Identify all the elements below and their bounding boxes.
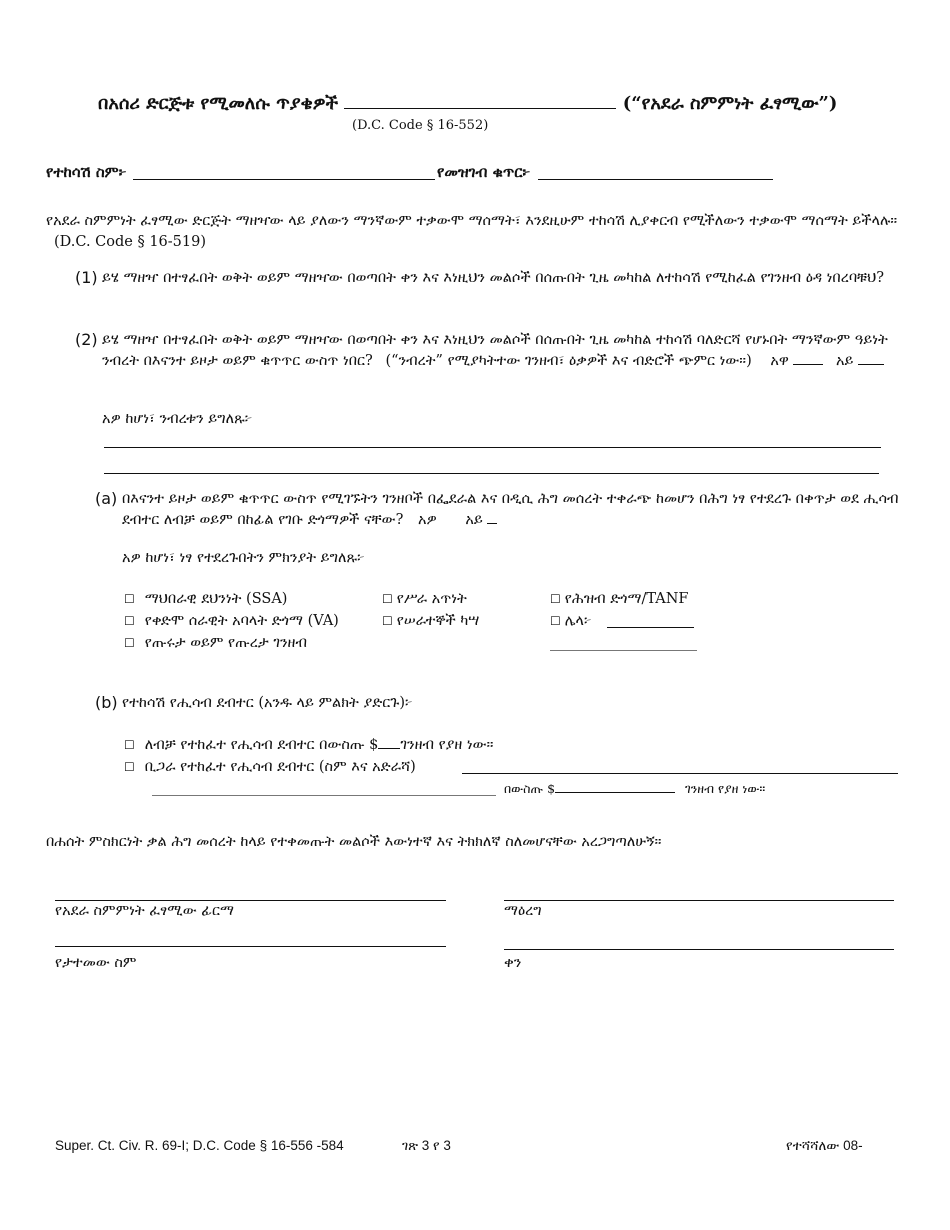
- sole-account-prefix: ለብቻ የተከፈተ የሒሳብ ደብተር በውስጡ $: [144, 737, 379, 753]
- printed-name-field[interactable]: [55, 946, 446, 947]
- qa-paragraph: [122, 489, 902, 531]
- sole-account-amount[interactable]: [378, 736, 400, 749]
- option-public-aid-label: የሕዝብ ድጎማ/TANF: [564, 591, 689, 607]
- q2-text: ይሄ ማዘዣ በተፃፈበት ወቅት ወይም ማዘዣው በወጣበት ቀን እና እነዚህን መልሶች በሰጡበት ጊዜ መካከል ተከሳሽ ባለድርሻ የሆኑበት ማንኛውም ዓይነት ንብረት በእናንተ ይዞታ ወይም ቁጥጥር ውስጥ ነበር?: [102, 332, 888, 369]
- checkbox-icon[interactable]: ☐: [382, 614, 393, 628]
- form-title-text: በአሰሪ ድርጅቱ የሚመለሱ ጥያቄዎች: [98, 93, 339, 114]
- footer-revised: የተሻሻለው 08-: [786, 1138, 863, 1153]
- option-va-label: የቀድሞ ሰራዊት አባላት ድጎማ (VA): [144, 613, 339, 629]
- qa-no-blank[interactable]: [487, 511, 497, 524]
- joint-inside-label: በውስጡ $: [504, 781, 556, 796]
- qb-letter: (b): [95, 693, 118, 712]
- garnishee-signature-label: የአደራ ስምምነት ፈፃሚው ፊርማ: [55, 903, 234, 919]
- option-sole-account[interactable]: [124, 735, 493, 756]
- defendant-name-field[interactable]: [133, 179, 435, 180]
- option-unemployment-label: የሥራ አጥነት: [396, 591, 467, 607]
- q2-paragraph: [102, 330, 902, 372]
- qa-yes-label: አዎ: [418, 512, 437, 528]
- title-label: ማዕረግ: [504, 903, 542, 919]
- checkbox-icon[interactable]: ☐: [124, 760, 135, 774]
- form-title: [98, 93, 837, 114]
- option-ssa-label: ማህበራዊ ደህንነት (SSA): [144, 591, 288, 607]
- sole-account-suffix: ገንዘብ የያዘ ነው።: [400, 737, 494, 753]
- option-va[interactable]: [124, 611, 339, 632]
- employer-name-blank[interactable]: [344, 94, 616, 109]
- case-number-label: የመዝገብ ቁጥር፦: [437, 163, 531, 181]
- joint-suffix: ገንዘብ የያዘ ነው።: [685, 781, 766, 796]
- q2-note: (“ንብረት” የሚያካትተው ገንዘብ፣ ዕቃዎች እና ብድሮች ጭምር ነው።): [385, 353, 752, 369]
- title-field[interactable]: [504, 900, 894, 901]
- joint-amount-field[interactable]: [555, 780, 675, 793]
- printed-name-label: የታተመው ስም: [55, 955, 137, 971]
- defendant-name-label: የተከሳሽ ስም፦: [46, 163, 127, 181]
- option-other-blank-2[interactable]: [550, 650, 697, 651]
- intro-paragraph: [46, 211, 906, 253]
- option-other-label: ሌላ፦: [564, 613, 592, 629]
- qa-reason-label: አዎ ከሆነ፣ ነፃ የተደረጉበትን ምክንያት ይግለጹ፦: [122, 550, 365, 566]
- option-ssa[interactable]: [124, 589, 287, 610]
- option-public-aid[interactable]: [550, 589, 688, 610]
- q2-describe-label: አዎ ከሆነ፣ ንብረቱን ይግለጹ፦: [102, 411, 253, 427]
- checkbox-icon[interactable]: ☐: [550, 614, 561, 628]
- q1-text: ይሄ ማዘዣ በተፃፈበት ወቅት ወይም ማዘዣው በወጣበት ቀን እና እነዚህን መልሶች በሰጡበት ጊዜ መካከል ለተከሳሽ የሚከፈል የገንዘብ ዕዳ ነበረባቹህ?: [102, 270, 885, 286]
- joint-account-text: ቢጋራ የተከፈተ የሒሳብ ደብተር (ስም እና አድራሻ): [144, 759, 416, 775]
- q2-no-blank[interactable]: [858, 352, 884, 365]
- q2-describe-line-2[interactable]: [104, 473, 879, 474]
- q1-number: (1): [75, 268, 98, 287]
- checkbox-icon[interactable]: ☐: [382, 592, 393, 606]
- qa-text: በእናንተ ይዞታ ወይም ቁጥጥር ውስጥ የሚገኙትን ገንዘቦች በፌደራል እና በዲሲ ሕግ መሰረት ተቀራጭ ከመሆን በሕግ ነፃ የተደረጉ በቀጥታ ወደ ሒሳብ ደብተር ለብቻ ወይም በከፊል የገቡ ድጎማዎች ናቸው?: [122, 491, 899, 528]
- qb-text: የተከሳሽ የሒሳብ ደብተር (አንዱ ላይ ምልክት ያድርጉ)፦: [122, 695, 413, 711]
- qa-letter: (a): [95, 489, 118, 508]
- intro-text: የአደራ ስምምነት ፈፃሚው ድርጅት ማዘዣው ላይ ያለውን ማንኛውም ተቃውሞ ማሰማት፣ እንደዚሁም ተከሳሽ ሊያቀርብ የሚችለውን ተቃውሞ ማሰማት ይችላሉ።: [46, 213, 898, 229]
- option-retirement[interactable]: [124, 633, 307, 654]
- checkbox-icon[interactable]: ☐: [124, 592, 135, 606]
- joint-name-address-line-2[interactable]: [152, 795, 496, 796]
- checkbox-icon[interactable]: ☐: [124, 636, 135, 650]
- checkbox-icon[interactable]: ☐: [124, 614, 135, 628]
- joint-amount-row: [504, 780, 765, 797]
- option-retirement-label: የጡሩታ ወይም የጡረታ ገንዘብ: [144, 635, 307, 651]
- option-other[interactable]: [550, 611, 592, 632]
- footer-page: ገጽ 3 የ 3: [402, 1138, 451, 1153]
- case-number-field[interactable]: [538, 179, 773, 180]
- option-workers-comp[interactable]: [382, 611, 479, 632]
- option-other-blank[interactable]: [607, 627, 694, 628]
- q2-yes-label: አዋ: [770, 353, 789, 369]
- joint-name-address-field[interactable]: [462, 773, 898, 774]
- option-unemployment[interactable]: [382, 589, 467, 610]
- date-field[interactable]: [504, 949, 894, 950]
- intro-code: (D.C. Code § 16-519): [54, 234, 207, 250]
- q2-no-label: አይ: [836, 353, 854, 369]
- option-workers-comp-label: የሠራተኞች ካሣ: [396, 613, 480, 629]
- code-reference: (D.C. Code § 16-552): [352, 118, 489, 133]
- q2-yes-blank[interactable]: [793, 352, 823, 365]
- checkbox-icon[interactable]: ☐: [124, 738, 135, 752]
- form-title-suffix: (“የአደራ ስምምነት ፈፃሚው”): [622, 93, 838, 114]
- affirmation-text: በሐሰት ምስክርነት ቃል ሕግ መሰረት ከላይ የተቀመጡት መልሶች እውነተኛ እና ትክክለኛ ስለመሆናቸው አረጋግጣለሁኝ።: [46, 834, 662, 850]
- date-label: ቀን: [504, 955, 522, 971]
- checkbox-icon[interactable]: ☐: [550, 592, 561, 606]
- option-joint-account[interactable]: [124, 757, 416, 778]
- q2-describe-line-1[interactable]: [104, 447, 881, 448]
- footer-rule: Super. Ct. Civ. R. 69-I; D.C. Code § 16-556 -584: [55, 1138, 344, 1153]
- qa-no-label: አይ: [465, 512, 483, 528]
- q2-number: (2): [75, 330, 98, 349]
